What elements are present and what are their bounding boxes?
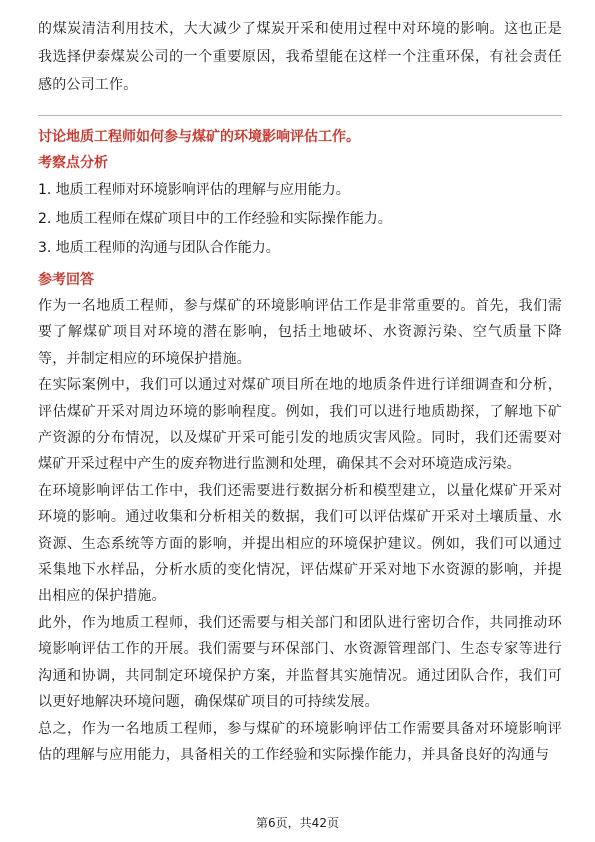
answer-paragraph: 作为一名地质工程师，参与煤矿的环境影响评估工作是非常重要的。首先，我们需要了解煤矿项目对环境的潜在影响，包括土地破坏、水资源污染、空气质量下降等，并制定相应的环境保护措施。	[38, 298, 562, 367]
answer-paragraph: 在实际案例中，我们可以通过对煤矿项目所在地的地质条件进行详细调查和分析，评估煤矿开采对周边环境的影响程度。例如，我们可以进行地质勘探，了解地下矿产资源的分布情况，以及煤矿开采可能引发的地质灾害风险。同时，我们还需要对煤矿开采过程中产生的废弃物进行监测和处理，确保其不会对环境造成污染。	[38, 377, 562, 473]
document-page	[38, 15, 562, 768]
analysis-point: 2. 地质工程师在煤矿项目中的工作经验和实际操作能力。	[38, 211, 392, 227]
answer-paragraph: 此外，作为地质工程师，我们还需要与相关部门和团队进行密切合作，共同推动环境影响评估工作的开展。我们需要与环保部门、水资源管理部门、生态专家等进行沟通和协调，共同制定环境保护方案，并监督其实施情况。通过团队合作，我们可以更好地解决环境问题，确保煤矿项目的可持续发展。	[38, 614, 562, 711]
analysis-point: 3. 地质工程师的沟通与团队合作能力。	[38, 240, 280, 256]
analysis-point: 1. 地质工程师对环境影响评估的理解与应用能力。	[38, 182, 350, 198]
answer-paragraph: 总之，作为一名地质工程师，参与煤矿的环境影响评估工作需要具备对环境影响评估的理解与应用能力，具备相关的工作经验和实际操作能力，并具备良好的沟通与	[38, 720, 562, 763]
page-number-footer: 第6页，共42页	[256, 816, 339, 830]
answer-paragraph: 在环境影响评估工作中，我们还需要进行数据分析和模型建立，以量化煤矿开采对环境的影响。通过收集和分析相关的数据，我们可以评估煤矿开采对土壤质量、水资源、生态系统等方面的影响，并提出相应的环境保护建议。例如，我们可以通过采集地下水样品，分析水质的变化情况，评估煤矿开采对地下水资源的影响，并提出相应的保护措施。	[38, 482, 562, 605]
section-divider	[38, 115, 562, 116]
answer-heading: 参考回答	[38, 272, 94, 288]
question-title: 讨论地质工程师如何参与煤矿的环境影响评估工作。	[38, 129, 360, 145]
analysis-heading: 考察点分析	[38, 155, 108, 171]
intro-paragraph: 的煤炭清洁利用技术，大大减少了煤炭开采和使用过程中对环境的影响。这也正是我选择伊泰煤炭公司的一个重要原因，我希望能在这样一个注重环保，有社会责任感的公司工作。	[38, 21, 562, 93]
